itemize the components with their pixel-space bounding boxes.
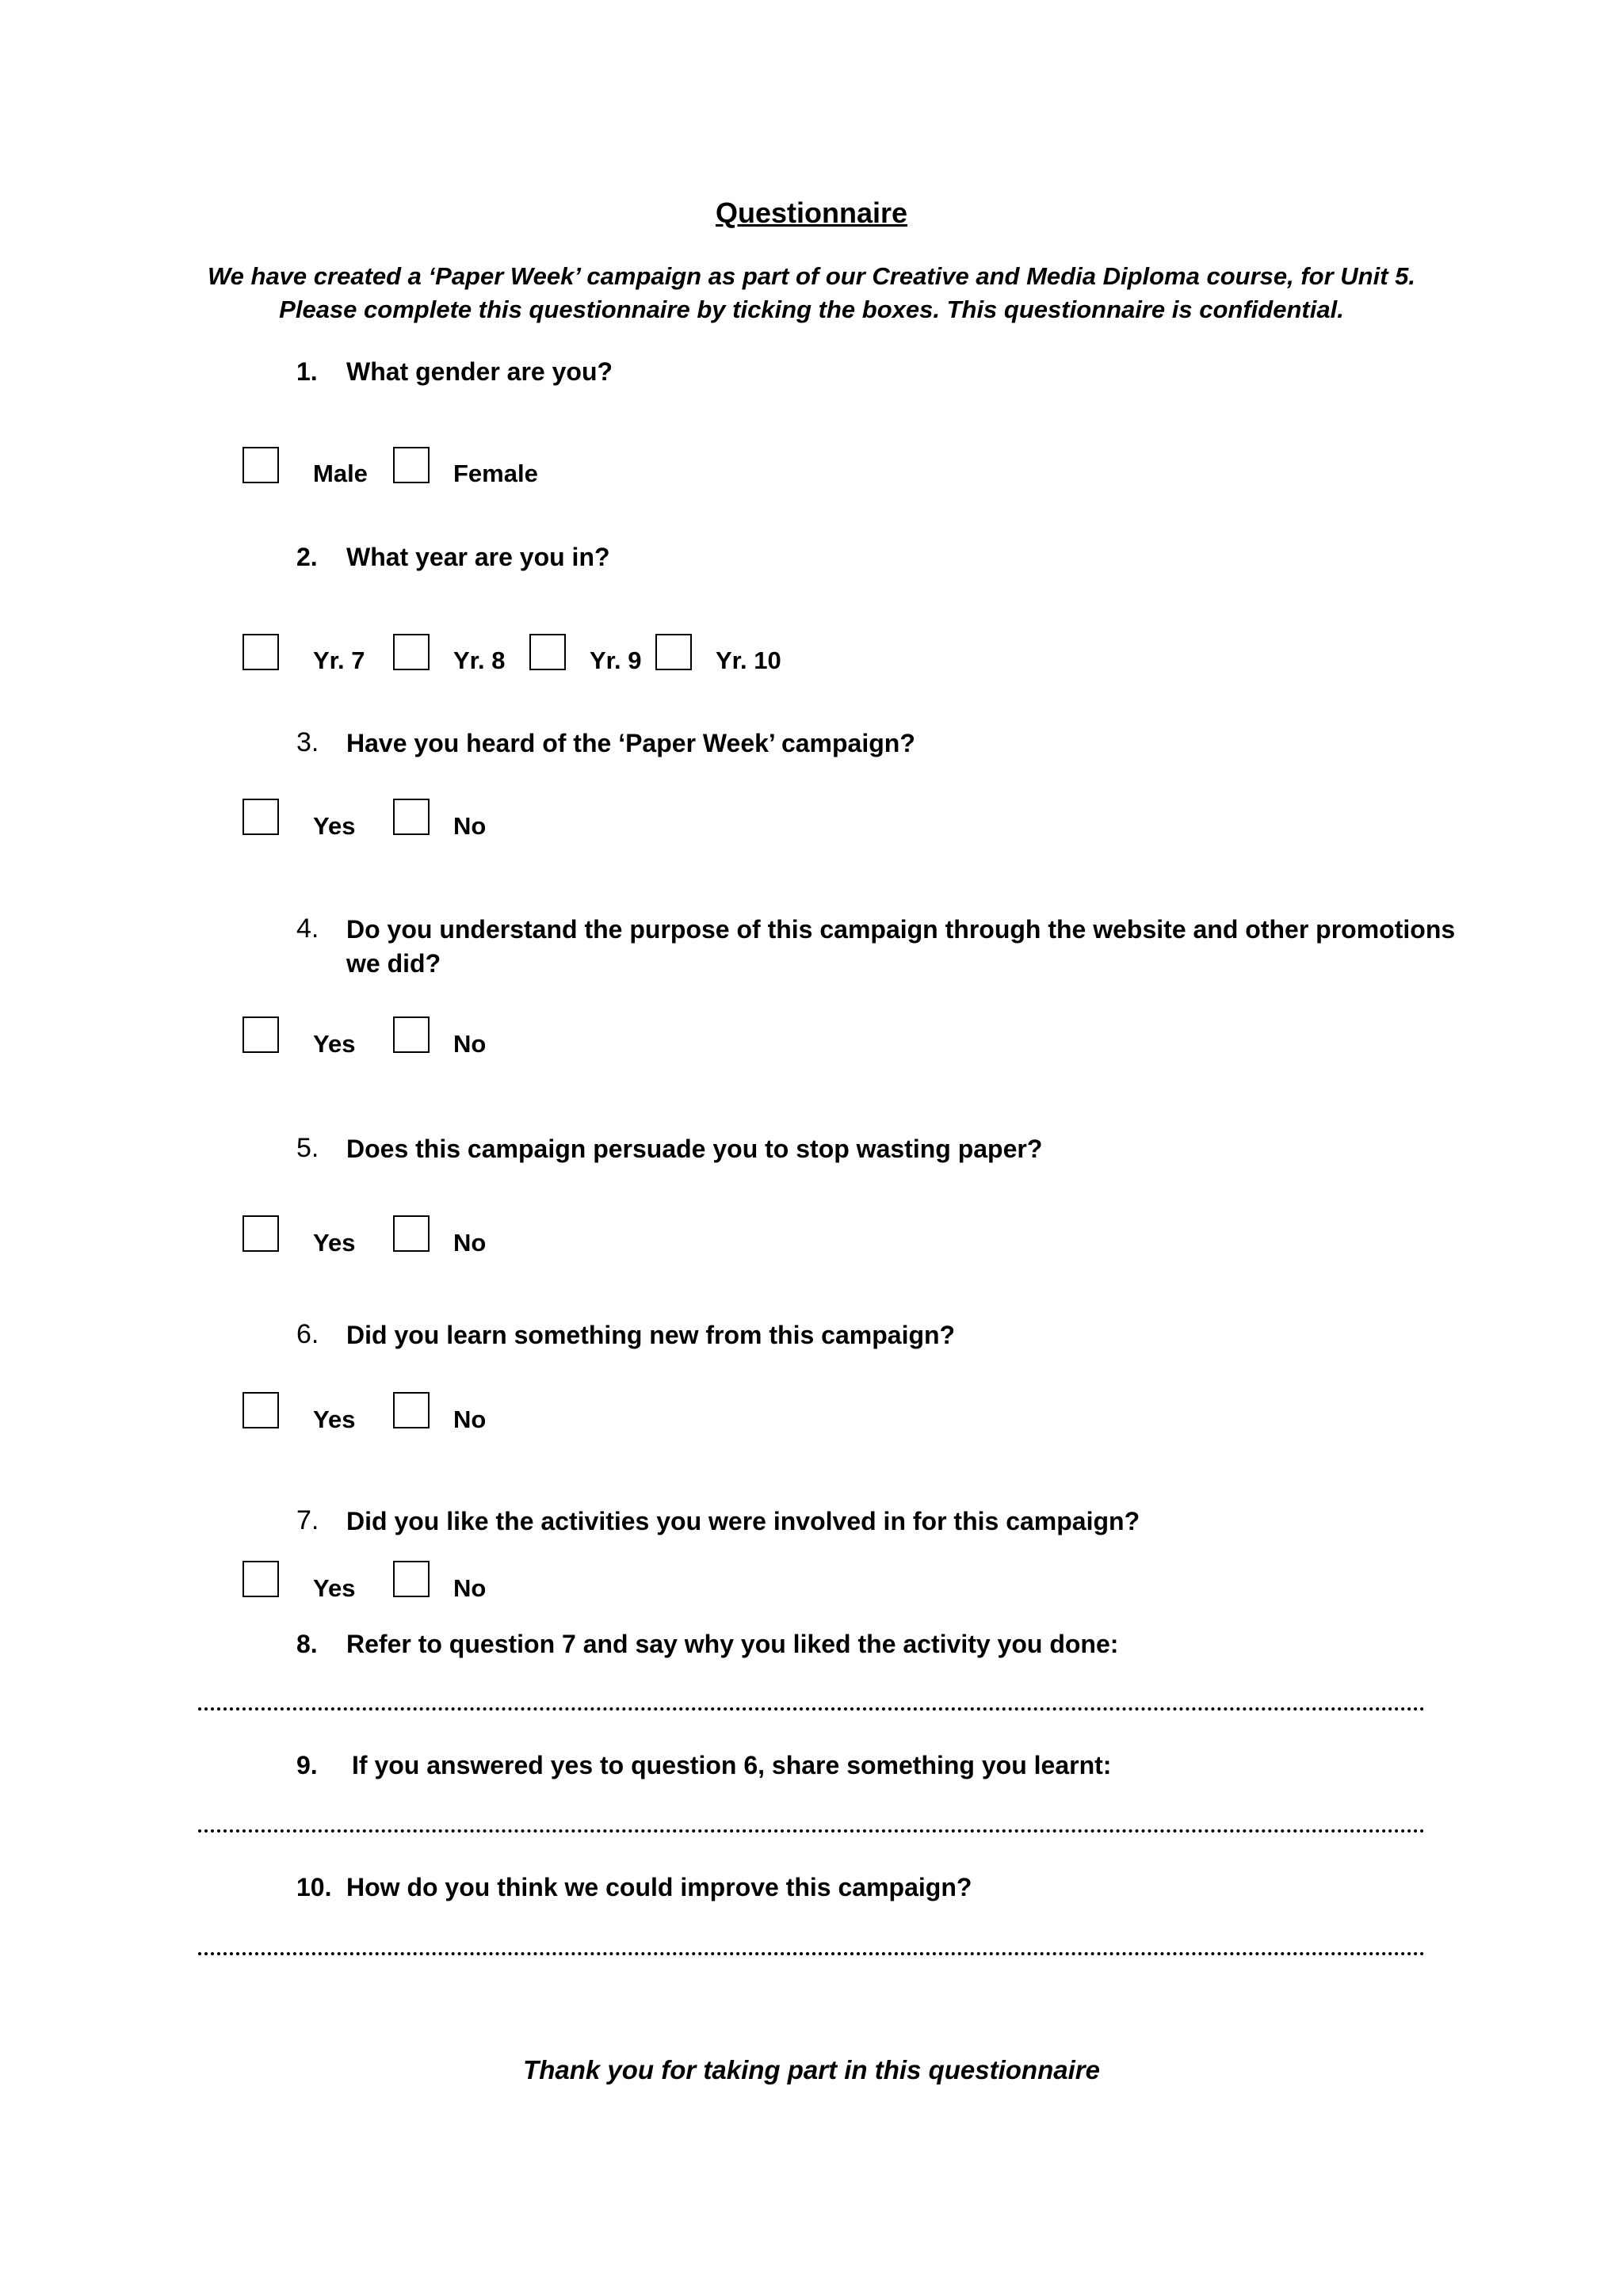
option-label-q4-no: No	[453, 1030, 487, 1058]
checkbox-q6-yes[interactable]	[242, 1392, 279, 1428]
question-6-number: 6.	[296, 1319, 319, 1349]
answer-line-q8[interactable]	[198, 1707, 1425, 1711]
question-2-text: What year are you in?	[346, 543, 610, 571]
question-1-number: 1.	[296, 357, 318, 386]
question-4-text-line-1: Do you understand the purpose of this campaign through the website and other promotions	[346, 915, 1456, 944]
option-label-female: Female	[453, 460, 538, 487]
checkbox-yr-9[interactable]	[529, 634, 566, 670]
question-9-number: 9.	[296, 1751, 318, 1779]
checkbox-q4-yes[interactable]	[242, 1016, 279, 1053]
checkbox-q4-no[interactable]	[393, 1016, 430, 1053]
option-label-q7-yes: Yes	[313, 1574, 356, 1602]
question-1-text: What gender are you?	[346, 357, 613, 386]
question-4-text-line-2: we did?	[346, 949, 441, 978]
question-3-text: Have you heard of the ‘Paper Week’ campaign?	[346, 729, 915, 757]
option-label-yr-10: Yr. 10	[716, 646, 781, 674]
option-label-q3-no: No	[453, 812, 487, 840]
question-5-text: Does this campaign persuade you to stop wasting paper?	[346, 1135, 1043, 1163]
question-5-number: 5.	[296, 1133, 319, 1163]
checkbox-q5-yes[interactable]	[242, 1215, 279, 1252]
option-label-yr-7: Yr. 7	[313, 646, 365, 674]
question-7-number: 7.	[296, 1505, 319, 1535]
page-title: Questionnaire	[715, 196, 908, 229]
closing-message: Thank you for taking part in this questionnaire	[523, 2055, 1100, 2084]
option-label-q6-yes: Yes	[313, 1405, 356, 1433]
intro-line-1: We have created a ‘Paper Week’ campaign as part of our Creative and Media Diploma course, for Unit 5.	[207, 262, 1416, 290]
option-label-q4-yes: Yes	[313, 1030, 356, 1058]
option-label-male: Male	[313, 460, 368, 487]
option-label-yr-8: Yr. 8	[453, 646, 506, 674]
question-7-text: Did you like the activities you were involved in for this campaign?	[346, 1507, 1140, 1535]
question-10-number: 10.	[296, 1873, 332, 1901]
intro-line-2: Please complete this questionnaire by ticking the boxes. This questionnaire is confidential.	[279, 296, 1344, 323]
question-9-text: If you answered yes to question 6, share something you learnt:	[352, 1751, 1112, 1779]
question-3-number: 3.	[296, 727, 319, 757]
question-6-text: Did you learn something new from this campaign?	[346, 1321, 956, 1349]
checkbox-female[interactable]	[393, 447, 430, 483]
option-label-q5-yes: Yes	[313, 1229, 356, 1257]
option-label-q6-no: No	[453, 1405, 487, 1433]
checkbox-q3-yes[interactable]	[242, 799, 279, 835]
question-2-number: 2.	[296, 543, 318, 571]
question-4-number: 4.	[296, 913, 319, 944]
option-label-q3-yes: Yes	[313, 812, 356, 840]
checkbox-q7-yes[interactable]	[242, 1561, 279, 1597]
answer-line-q10[interactable]	[198, 1952, 1425, 1955]
checkbox-q7-no[interactable]	[393, 1561, 430, 1597]
answer-line-q9[interactable]	[198, 1829, 1425, 1833]
checkbox-q3-no[interactable]	[393, 799, 430, 835]
question-8-number: 8.	[296, 1630, 318, 1658]
checkbox-q6-no[interactable]	[393, 1392, 430, 1428]
option-label-q5-no: No	[453, 1229, 487, 1257]
question-10-text: How do you think we could improve this campaign?	[346, 1873, 972, 1901]
checkbox-yr-10[interactable]	[655, 634, 692, 670]
option-label-q7-no: No	[453, 1574, 487, 1602]
checkbox-yr-8[interactable]	[393, 634, 430, 670]
checkbox-q5-no[interactable]	[393, 1215, 430, 1252]
checkbox-yr-7[interactable]	[242, 634, 279, 670]
question-8-text: Refer to question 7 and say why you liked the activity you done:	[346, 1630, 1119, 1658]
option-label-yr-9: Yr. 9	[590, 646, 642, 674]
checkbox-male[interactable]	[242, 447, 279, 483]
